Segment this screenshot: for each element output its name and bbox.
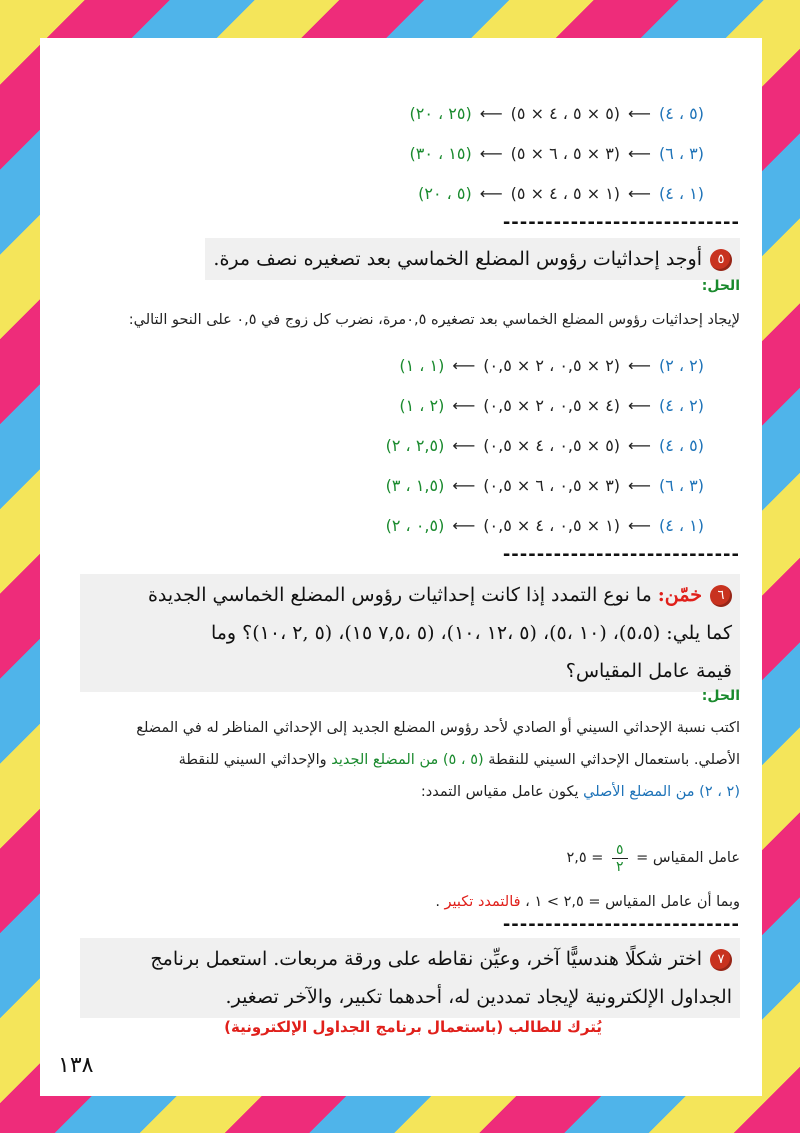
solution-line: اكتب نسبة الإحداثي السيني أو الصادي لأحد رؤوس المضلع الجديد إلى الإحداثي المناظر له في المضلع [136,720,740,736]
solution-line: (٢ ، ٢) من المضلع الأصلي يكون عامل مقياس التمدد: [420,784,740,800]
fraction: $\frac{٥}{٢}$ [612,842,628,875]
scale-factor-line: عامل المقياس = $\frac{٥}{٢}$ = ٢,٥ [566,841,740,875]
question-number-badge: ٥ [710,249,732,271]
question-text-line: ما نوع التمدد إذا كانت إحداثيات رؤوس المضلع الخماسي الجديدة [147,584,658,606]
solution-paragraph [58,712,740,808]
new-point-ref: (٥ ، ٥) من المضلع الجديد [331,752,484,768]
question-5 [205,238,740,280]
solution-label: الحل: [701,278,740,294]
question-number-badge: ٦ [710,585,732,607]
calc-row: (٣ ، ٦)⟵(٣ × ٥ ، ٦ × ٥)⟵(١٥ ، ٣٠) [409,144,704,163]
calc-row: (٢ ، ٢)⟵(٢ × ٠,٥ ، ٢ × ٠,٥)⟵(١ ، ١) [399,356,704,375]
question-6 [80,574,740,692]
solution-label: الحل: [701,688,740,704]
calc-row: (٢ ، ٤)⟵(٤ × ٠,٥ ، ٢ × ٠,٥)⟵(٢ ، ١) [399,396,704,415]
calc-row: (١ ، ٤)⟵(١ × ٠,٥ ، ٤ × ٠,٥)⟵(٠,٥ ، ٢) [385,516,704,535]
question-text-line: كما يلي: (٥،٥)، (١٠ ،٥)، (٥ ،١٢ ،١٠)، (٥ ،٧,٥ ١٥)، (٥ ,٢ ،١٠)؟ وما [210,622,732,644]
calc-row: (٣ ، ٦)⟵(٣ × ٠,٥ ، ٦ × ٠,٥)⟵(١,٥ ، ٣) [385,476,704,495]
solution-intro: لإيجاد إحداثيات رؤوس المضلع الخماسي بعد تصغيره ٠,٥مرة، نضرب كل زوج في ٠,٥ على النحو التالي: [128,312,740,328]
question-7 [80,938,740,1018]
question-text-line: الجداول الإلكترونية لإيجاد تمددين له، أحدهما تكبير، والآخر تصغير. [225,986,732,1008]
separator: ---------------------------- [502,214,740,232]
calc-row: (٥ ، ٤)⟵(٥ × ٠,٥ ، ٤ × ٠,٥)⟵(٢,٥ ، ٢) [385,436,704,455]
worksheet-page [40,38,762,1096]
student-note: يُترك للطالب (باستعمال برنامج الجداول الإلكترونية) [224,1018,602,1036]
question-text: أوجد إحداثيات رؤوس المضلع الخماسي بعد تصغيره نصف مرة. [213,248,702,270]
separator: ---------------------------- [502,916,740,934]
calc-row: (٥ ، ٤)⟵(٥ × ٥ ، ٤ × ٥)⟵(٢٥ ، ٢٠) [409,104,704,123]
solution-line: الأصلي. باستعمال الإحداثي السيني للنقطة (٥ ، ٥) من المضلع الجديد والإحداثي السيني للنقطة [178,752,740,768]
page-number: ١٣٨ [58,1053,94,1078]
question-number-badge: ٧ [710,949,732,971]
separator: ---------------------------- [502,546,740,564]
guess-label: خمّن: [657,584,702,606]
calc-row: (١ ، ٤)⟵(١ × ٥ ، ٤ × ٥)⟵(٥ ، ٢٠) [418,184,704,203]
conclusion-line: وبما أن عامل المقياس = ٢,٥ > ١ ، فالتمدد تكبير . [435,894,740,910]
conclusion-highlight: فالتمدد تكبير [444,894,521,910]
question-text-line: قيمة عامل المقياس؟ [565,660,732,682]
question-text-line: اختر شكلًا هندسيًّا آخر، وعيِّن نقاطه على ورقة مربعات. استعمل برنامج [150,948,702,970]
original-point-ref: (٢ ، ٢) من المضلع الأصلي [583,784,740,800]
